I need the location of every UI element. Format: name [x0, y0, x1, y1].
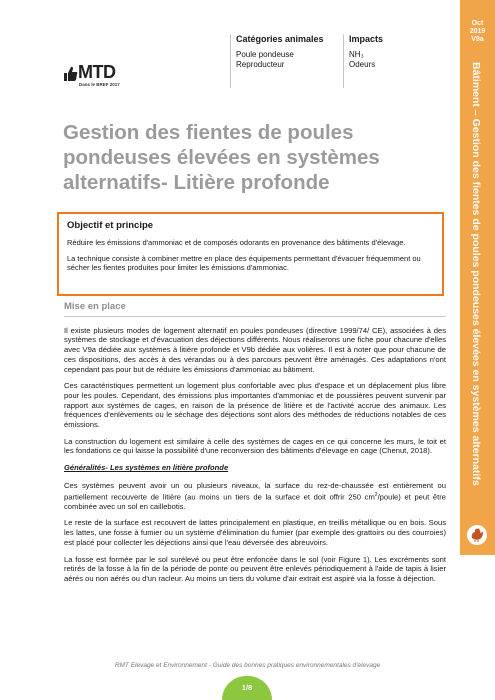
categories-title: Catégories animales [236, 34, 324, 44]
logo-text: MTD [78, 62, 116, 82]
footer-text: RMT Elevage et Environnement - Guide des bonnes pratiques environnementales d'élevage [114, 662, 381, 669]
hen-icon [467, 525, 487, 545]
thumbs-up-icon [64, 66, 78, 82]
version-code: V9a [471, 36, 484, 43]
objective-heading: Objectif et principe [67, 220, 154, 231]
subheading: Généralités- Les systèmes en litière profonde [64, 463, 229, 473]
section-divider [64, 316, 446, 317]
hen-badge [467, 525, 487, 545]
impacts [343, 34, 429, 88]
date-month: Oct [471, 20, 484, 27]
category-item: Reproducteur [236, 60, 285, 69]
objective-box [57, 212, 444, 296]
paragraph-text: /poule) et peut être combinée avec un sol en caillebotis. [64, 492, 447, 511]
category-item: Poule pondeuse [236, 50, 294, 59]
page-title: Gestion des fientes de poules pondeuses élevées en systèmes alternatifs- Litière profonde [63, 121, 380, 194]
body-paragraph: Ces caractéristiques permettent un logement plus confortable avec plus d'espace et un déplacement plus libre pour les poules. Cependant, des émissions plus importantes d'ammoniac et de poussières peuvent survenir par rapport aux systèmes de cages, en raison de la présence de litière et de l'activité accrue des animaux. Les fréquences d'enlèvements ou le séchage des déjections sont alors des méthodes de réductions notables de ces émissions. [64, 381, 446, 430]
body-paragraph: La fosse est formée par le sol surélevé ou peut être enfoncée dans le sol (voir Figure 1). Les excréments sont retirés de la fosse à la fin de la période de ponte ou peuvent être enlevés périodiquement à l'aide de tapis à lisier aérés ou non aérés ou d'un racleur. Au moins un tiers du volume d'air extrait est aspiré via la fosse à déjection. [64, 554, 446, 583]
paragraph-text: Ces systèmes peuvent avoir un ou plusieurs niveaux, la surface du rez-de-chaussée est entièrement ou partiellement recouverte de litière (au moins un tiers de la surface et doit offrir 250 cm [64, 480, 446, 502]
body-paragraph: Il existe plusieurs modes de logement alternatif en poules pondeuses (directive 1999/74/ CE), associées à des systèmes de stockage et d'évacuation des déjections différents. Nous réaliserons une fiche pour chacune d'elles avec V9a dédiée aux systèmes à litière profonde et V9b dédiée aux volières. Il est à noter que pour chacune de ces dispositions, des accès à des vérandas ou à des parcours peuvent être aménagés. Ces adaptations n'ont cependant pas pour but de réduire les émissions d'ammoniac au bâtiment. [64, 325, 446, 374]
page-number: 1/8 [241, 683, 253, 692]
impacts-title: Impacts [349, 34, 384, 44]
impact-item: Odeurs [349, 60, 376, 69]
section-heading: Mise en place [64, 301, 126, 312]
side-banner [460, 0, 495, 555]
body-paragraph: La construction du logement est similaire à celle des systèmes de cages en ce qui concerne les murs, le toit et les fondations ce qui laisse la possibilité d'une reconversion des bâtiments d'élevage en cage (Chenut, 2018). [64, 436, 446, 456]
date-year: 2019 [469, 28, 486, 35]
main-content [64, 302, 446, 591]
body-paragraph [64, 481, 446, 512]
impact-item: NH₃ [349, 50, 364, 59]
version-date [460, 20, 495, 44]
animal-categories [230, 34, 341, 88]
mtd-logo [64, 60, 124, 88]
objective-paragraph: La technique consiste à combiner mettre en place des équipements permettant d'évacuer fréquemment ou sécher les fientes produites pour limiter les émissions d'ammoniac. [67, 253, 421, 273]
superscript: 2 [374, 491, 378, 498]
objective-paragraph: Réduire les émissions d'ammoniac et de composés odorants en provenance des bâtiments d'élevage. [67, 238, 406, 247]
side-title: Bâtiment – Gestion des fientes de poules pondeuses élevées en systèmes alternatifs [470, 62, 482, 486]
body-paragraph: Le reste de la surface est recouvert de lattes principalement en plastique, en treillis métallique ou en bois. Sous les lattes, une fosse à fumier ou un système d'élimination du fumier (par exemple des grattoirs ou des courroies) est placé pour collecter les déjections ainsi que l'eau déversée des abreuvoirs. [64, 518, 446, 547]
logo-subtitle: Dans le BREF 2017 [79, 82, 120, 87]
